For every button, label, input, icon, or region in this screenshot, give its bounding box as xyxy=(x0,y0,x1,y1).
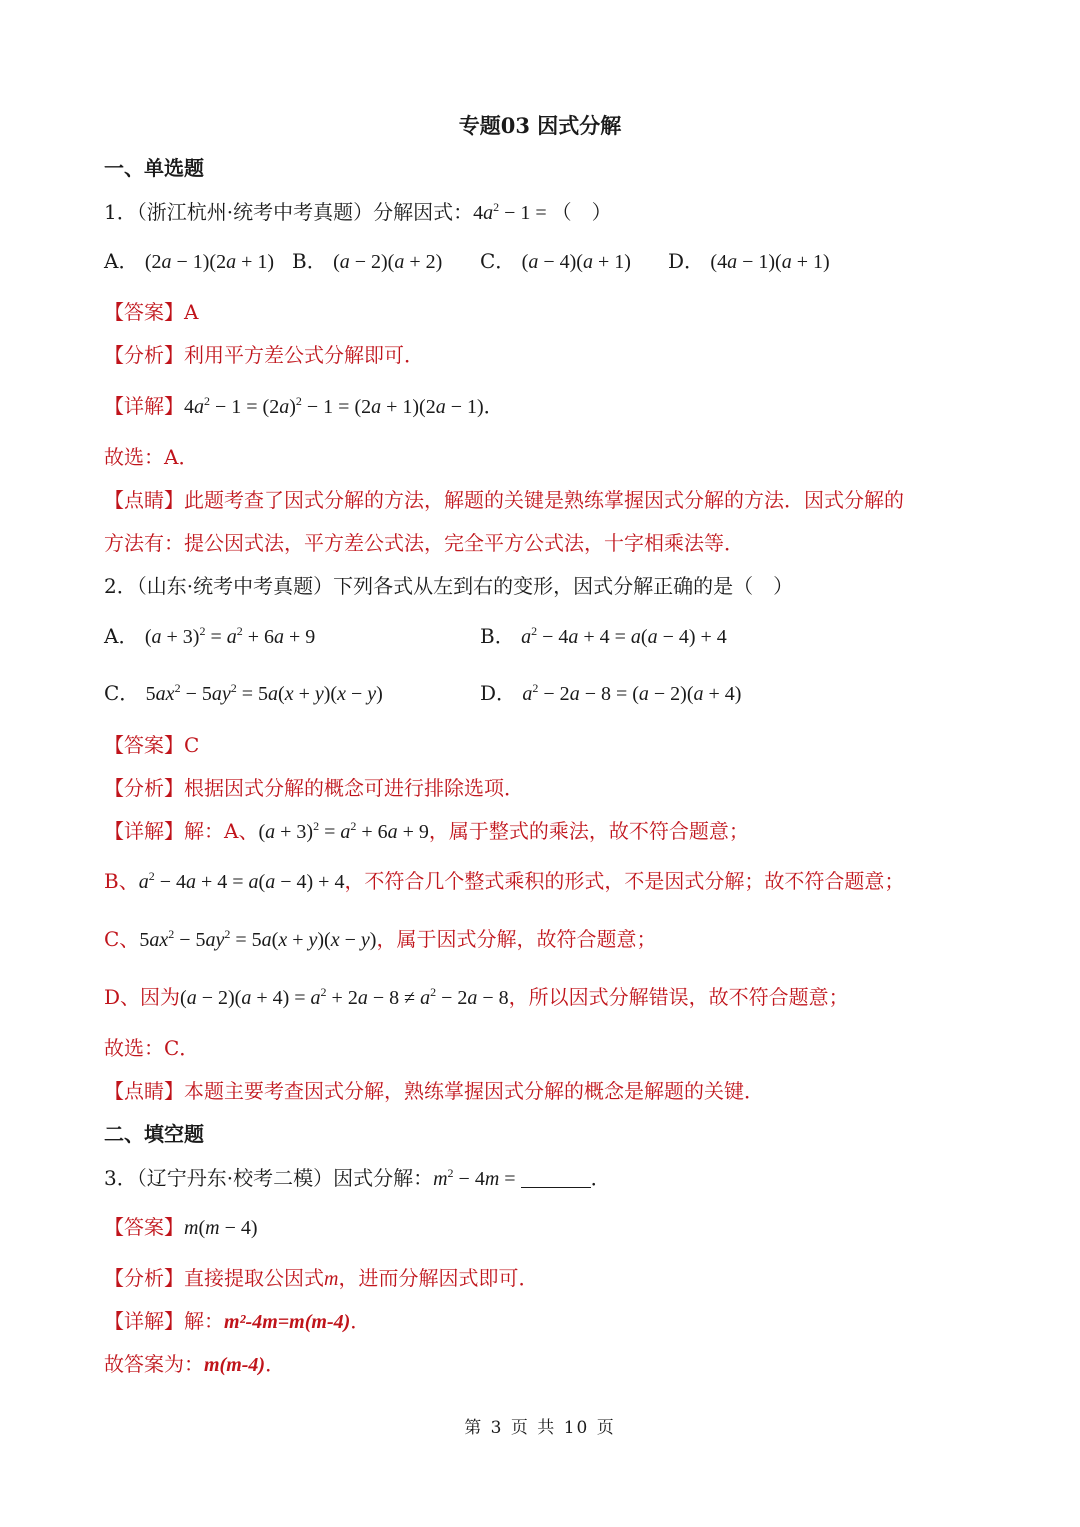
q2-detail-b: B、$a^2 - 4a + 4 = a(a - 4) + 4$，不符合几个整式乘积的形式，不是因式分解；故不符合题意； xyxy=(104,869,905,893)
page-number-footer: 第 3 页 共 10 页 xyxy=(464,1418,616,1438)
q2-detail-a: 【详解】解：A、$(a + 3)^2 = a^2 + 6a + 9$，属于整式的乘法，故不符合题意； xyxy=(104,819,749,843)
q2-detail-c: C、$5ax^2 - 5ay^2 = 5a(x + y)(x - y)$，属于因式分解，故符合题意； xyxy=(104,927,657,951)
section-heading-single-choice: 一、单选题 xyxy=(104,156,204,180)
q1-option-b: B． (a − 2)(a + 2) xyxy=(292,249,443,273)
q1-option-c: C． (a − 4)(a + 1) xyxy=(480,249,631,273)
question-1-text: 1．（浙江杭州·统考中考真题）分解因式： xyxy=(104,200,474,224)
q1-detail-expression: $4a^2 - 1 = (2a)^2 - 1 = (2a + 1)(2a - 1)$． xyxy=(184,394,504,418)
q1-analysis: 【分析】利用平方差公式分解即可． xyxy=(104,343,424,367)
q3-final-answer: 故答案为：m(m-4)． xyxy=(104,1352,286,1376)
question-1-paren: （ ） xyxy=(551,200,612,224)
question-2-stem: 2．（山东·统考中考真题）下列各式从左到右的变形，因式分解正确的是（ ） xyxy=(104,574,794,598)
q1-answer: 【答案】A xyxy=(104,300,199,324)
q3-analysis: 【分析】直接提取公因式m，进而分解因式即可． xyxy=(104,1266,539,1290)
question-1-expression: $4a^2 - 1$ = xyxy=(473,200,552,224)
q1-option-a: A． (2a − 1)(2a + 1) xyxy=(104,249,275,273)
q3-answer: 【答案】m(m − 4) xyxy=(104,1215,258,1239)
page-title: 专题03 因式分解 xyxy=(458,113,622,138)
section-heading-fill-blank: 二、填空题 xyxy=(104,1122,204,1146)
q2-option-a: A． $(a + 3)^2 = a^2 + 6a + 9$ xyxy=(104,624,316,648)
q1-option-d: D． (4a − 1)(a + 1) xyxy=(668,249,830,273)
q1-detail xyxy=(104,392,504,421)
q1-detail-label: 【详解】 xyxy=(104,394,184,418)
q1-comment-line-1: 【点睛】此题考查了因式分解的方法，解题的关键是熟练掌握因式分解的方法．因式分解的 xyxy=(104,488,904,512)
question-3-stem: 3．（辽宁丹东·校考二模）因式分解：$m^2 - 4m$ = ． xyxy=(104,1166,611,1190)
question-1-stem xyxy=(104,198,612,227)
q2-answer: 【答案】C xyxy=(104,733,200,757)
q2-option-c: C． $5ax^2 - 5ay^2 = 5a(x + y)(x - y)$ xyxy=(104,681,383,705)
q1-comment-line-2: 方法有：提公因式法，平方差公式法，完全平方公式法，十字相乘法等． xyxy=(104,531,744,555)
q2-option-d: D． $a^2 - 2a - 8 = (a - 2)(a + 4)$ xyxy=(480,681,742,705)
q2-option-b: B． $a^2 - 4a + 4 = a(a - 4) + 4$ xyxy=(480,624,727,648)
q2-detail-d: D、因为$(a - 2)(a + 4) = a^2 + 2a - 8 \ne a^2 - 2a - 8$，所以因式分解错误，故不符合题意； xyxy=(104,985,849,1009)
q3-detail: 【详解】解：m²-4m=m(m-4)． xyxy=(104,1309,371,1333)
answer-blank xyxy=(521,1169,591,1188)
q2-analysis: 【分析】根据因式分解的概念可进行排除选项． xyxy=(104,776,524,800)
q2-choose: 故选：C． xyxy=(104,1036,200,1060)
q1-choose: 故选：A． xyxy=(104,445,199,469)
q2-comment: 【点睛】本题主要考查因式分解，熟练掌握因式分解的概念是解题的关键． xyxy=(104,1079,764,1103)
